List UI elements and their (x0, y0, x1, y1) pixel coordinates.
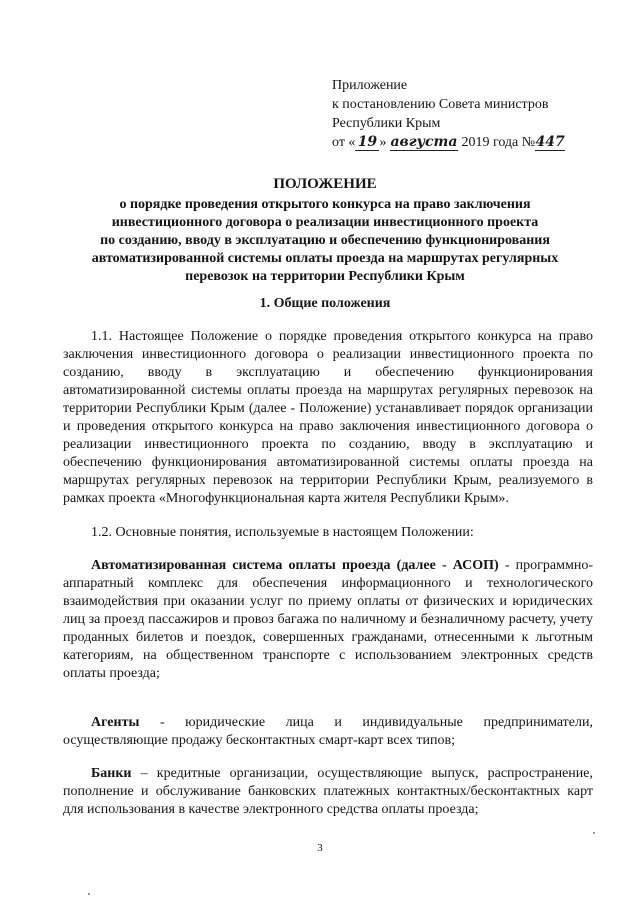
date-month: августа (390, 134, 458, 150)
document-title: ПОЛОЖЕНИЕ (273, 176, 377, 192)
definition-asop (63, 557, 593, 683)
definition-term: Агенты (91, 715, 140, 730)
date-prefix: от « (332, 135, 356, 150)
definition-text: - юридические лица и индивидуальные предприниматели, осуществляющие продажу бесконтактных смарт-карт всех типов; (63, 715, 593, 748)
definition-agents (63, 714, 593, 750)
resolution-number: 447 (535, 134, 565, 150)
appendix-title: Приложение (332, 78, 408, 93)
date-year: 2019 года № (461, 135, 536, 150)
appendix-date-line (332, 133, 565, 152)
document-title-block (40, 175, 610, 286)
paragraph-1-1: 1.1. Настоящее Положение о порядке проведения открытого конкурса на право заключения инвестиционного договора о реализации инвестиционного проекта по созданию, вводу в эксплуатацию и обеспечению функционирования автоматизированной системы оплаты проезда на маршрутах регулярных перевозок на территории Республики Крым (далее - Положение) устанавливает порядок организации и проведения открытого конкурса на право заключения инвестиционного договора о реализации инвестиционного проекта по созданию, вводу в эксплуатацию и обеспечению функционирования автоматизированной системы оплаты проезда на маршрутах регулярных перевозок на территории Республики Крым, реализуемого в рамках проекта «Многофункциональная карта жителя Республики Крым». (63, 329, 593, 506)
scan-speck (593, 832, 595, 834)
page-number: 3 (317, 842, 323, 854)
subtitle-line: о порядке проведения открытого конкурса на право заключения (119, 197, 531, 212)
definition-banks (63, 765, 593, 819)
definition-term: Банки (91, 766, 132, 781)
appendix-resolution: к постановлению Совета министров (332, 97, 549, 112)
section-heading: 1. Общие положения (259, 296, 391, 311)
definition-text: – кредитные организации, осуществляющие выпуск, распространение, пополнение и обслуживание банковских платежных контактных/бесконтактных карт для использования в качестве электронного средства оплаты проезда; (63, 766, 593, 817)
definition-text: - программно-аппаратный комплекс для обеспечения информационного и технологического взаимодействия при оказании услуг по приему оплаты от физических и юридических лиц за проезд пассажиров и провоз багажа по наличному и безналичному расчету, учету проданных билетов и поездок, совершенных гражданами, отнесенными к льготным категориям, на общественном транспорте с использованием электронных средств оплаты проезда; (63, 558, 594, 681)
appendix-republic: Республики Крым (332, 116, 441, 131)
date-mid: » (379, 135, 387, 150)
scan-speck (88, 893, 90, 895)
appendix-block (332, 76, 565, 152)
subtitle-line: автоматизированной системы оплаты проезда на маршрутах регулярных (91, 251, 559, 266)
definition-term: Автоматизированная система оплаты проезда (далее - АСОП) (91, 558, 499, 573)
subtitle-line: перевозок на территории Республики Крым (185, 269, 465, 284)
subtitle-line: по созданию, вводу в эксплуатацию и обеспечению функционирования (100, 233, 550, 248)
paragraph-1-2: 1.2. Основные понятия, используемые в настоящем Положении: (91, 525, 474, 540)
subtitle-line: инвестиционного договора о реализации инвестиционного проекта (111, 215, 539, 230)
date-day: 19 (357, 134, 378, 150)
